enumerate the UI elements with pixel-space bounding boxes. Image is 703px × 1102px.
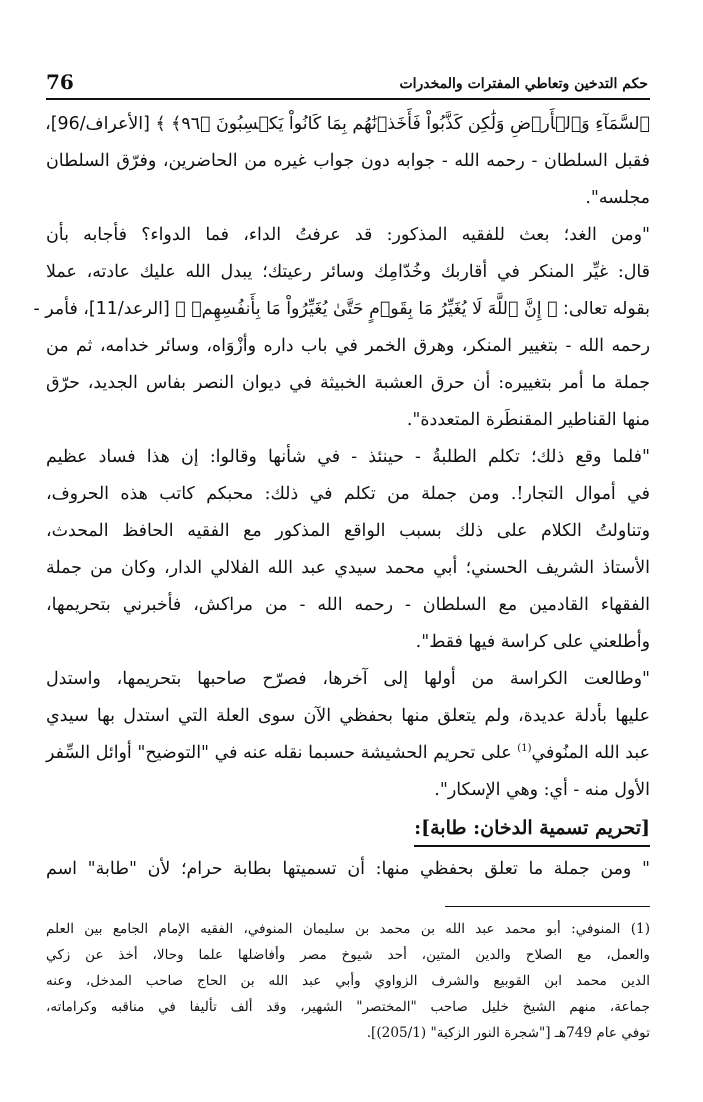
page-header: [46, 58, 650, 98]
text-line: منها القناطير المقنطَرة المتعددة".: [406, 410, 650, 430]
section-heading-text: [تحريم تسمية الدخان: طابة]:: [414, 811, 650, 847]
footnote-line: الدين محمد ابن القوبيع والشرف الزواوي وأبي عبد الله بن الحاج صاحب المدخل، وعنه: [46, 973, 650, 989]
text-line: الأستاذ الشريف الحسني؛ أبي محمد سيدي عبد الله الفلالي الدار، وكان من جملة: [46, 558, 650, 578]
text-line: رحمه الله - بتغيير المنكر، وهرق الخمر في باب داره وأزْوَاه، وسائر خدامه، ثم من: [46, 336, 650, 356]
paragraph-4: [46, 661, 650, 809]
text-line: قال: غيِّر المنكر في أقاربك وخُدّامِك وسائر رعيتك؛ يبدل الله عليك عادته، عملا: [46, 262, 650, 282]
paragraph-1: [46, 106, 650, 217]
text-line: جملة ما أمر بتغييره: أن حرق العشبة الخبيثة في ديوان النصر بفاس الجديد، حرّق: [46, 373, 650, 393]
text-line: وتناولتُ الكلام على ذلك بسبب الواقع المذكور مع الفقيه الحافظ المحدث،: [46, 521, 650, 541]
text-line: بقوله تعالى: ﴿ إِنَّ ٱللَّهَ لَا يُغَيِّرُ مَا بِقَوۡمٍ حَتَّىٰ يُغَيِّرُواْ مَا بِأَنفُسِهِمۡ ﴾ [الرعد/11]، فأمر -: [33, 299, 650, 319]
text-line: عليها بأدلة عديدة، ولم يتعلق منها بحفظي الآن سوى العلة التي استدل بها سيدي: [46, 706, 650, 726]
footnote-rule: [445, 906, 650, 907]
text-line: مجلسه".: [585, 188, 650, 208]
section-heading: [46, 811, 650, 847]
text-line: الأول منه - أي: وهي الإسكار".: [434, 780, 650, 800]
text-line: الفقهاء القادمين مع السلطان - رحمه الله - من مراكش، فأخبرني بتحريمها،: [46, 595, 650, 615]
text-line: [46, 735, 650, 772]
footnote-marker[interactable]: (1): [517, 743, 532, 755]
main-text: [33, 106, 650, 888]
text-fragment: على تحريم الحشيشة حسبما نقله عنه في "التوضيح" أوائل السِّفر: [46, 743, 518, 763]
paragraph-2: [33, 217, 650, 439]
text-line: " ومن جملة ما تعلق بحفظي منها: أن تسميتها بطابة حرام؛ لأن "طابة" اسم: [46, 859, 650, 879]
text-line: وأطلعني على كراسة فيها فقط".: [415, 632, 650, 652]
text-line: في أموال التجار!. ومن جملة من تكلم في ذلك: محبكم كاتب هذه الحروف،: [46, 484, 650, 504]
text-line: "ومن الغد؛ بعث للفقيه المذكور: قد عرفتُ الداء، فما الدواء؟ فأجابه بأن: [46, 225, 650, 245]
page-number: 76: [46, 70, 74, 94]
paragraph-5: [46, 851, 650, 888]
footnote-line: جماعة، منهم الشيخ خليل صاحب "المختصر" الشهير، وقد ألف تأليفا في مناقبه وكراماته،: [46, 999, 650, 1015]
text-fragment: عبد الله المنُوفي: [531, 743, 650, 763]
text-line: فقبل السلطان - رحمه الله - جوابه دون جواب غيره من الحاضرين، وفرّق السلطان: [46, 151, 650, 171]
running-title: حكم التدخين وتعاطي المفترات والمخدرات: [399, 76, 648, 92]
footnote-line: والعمل، مع الصلاح والدين المتين، أحد شيوخ مصر وأفاضلها علما وحالا، أخذ عن زكي: [46, 947, 650, 963]
text-line: "فلما وقع ذلك؛ تكلم الطلبةُ - حينئذ - في شأنها وقالوا: إن هذا فساد عظيم: [46, 447, 650, 467]
book-page: [33, 58, 650, 1078]
footnote-block: [46, 916, 650, 1046]
header-rule: [46, 98, 650, 100]
footnote-line: توفي عام 749هـ ["شجرة النور الزكية" (205/1)].: [366, 1025, 650, 1041]
text-line: ٱلسَّمَآءِ وَٱلۡأَرۡضِ وَلَٰكِن كَذَّبُواْ فَأَخَذۡنَٰهُم بِمَا كَانُواْ يَكۡسِبُونَ ﴿٩٦﴾ ﴾ [الأعراف/96]،: [45, 114, 650, 134]
footnote-line: (1) المنوفي: أبو محمد عبد الله بن محمد بن سليمان المنوفي، الفقيه الإمام الجامع بين العلم: [46, 921, 650, 937]
paragraph-3: [46, 439, 650, 661]
text-line: "وطالعت الكراسة من أولها إلى آخرها، فصرّح صاحبها بتحريمها، واستدل: [46, 669, 650, 689]
